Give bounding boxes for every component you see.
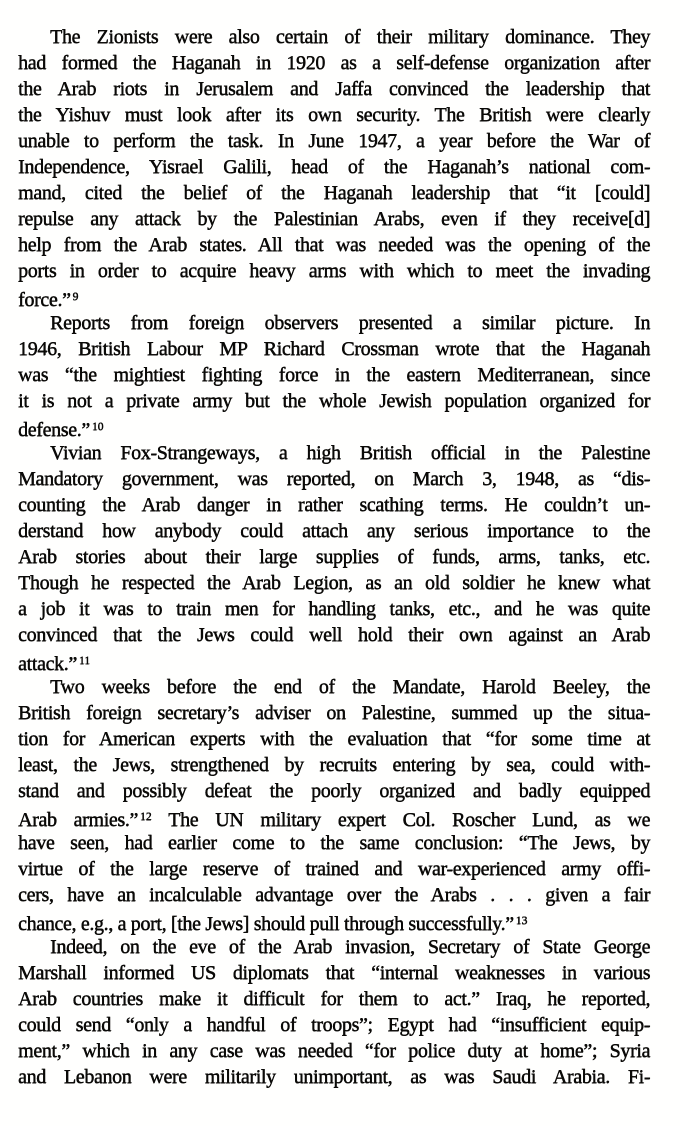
text-line	[18, 986, 650, 1012]
text-line	[18, 50, 650, 76]
text-line	[18, 596, 650, 622]
text-segment: The Zionists were also certain of their military dominance. They	[50, 26, 650, 48]
footnote-ref: 11	[78, 654, 90, 667]
text-segment: and Lebanon were militarily unimportant, as was Saudi Arabia. Fi-	[18, 1066, 650, 1088]
text-line	[18, 882, 650, 908]
footnote-ref: 10	[91, 420, 104, 433]
text-segment: chance, e.g., a port, [the Jews] should pull through successfully.”	[18, 913, 514, 936]
text-line	[18, 622, 650, 648]
text-line	[18, 518, 650, 544]
text-line	[18, 414, 650, 440]
text-line	[18, 180, 650, 206]
text-segment: Two weeks before the end of the Mandate, Harold Beeley, the	[50, 676, 650, 698]
text-segment: attack.”	[18, 653, 77, 676]
text-segment: least, the Jews, strengthened by recruits entering by sea, could with-	[18, 754, 650, 776]
text-segment: Independence, Yisrael Galili, head of the Haganah’s national com-	[18, 156, 650, 178]
text-segment: convinced that the Jews could well hold their own against an Arab	[18, 624, 650, 646]
text-line	[18, 648, 650, 674]
text-segment: it is not a private army but the whole Jewish population organized for	[18, 390, 650, 412]
text-line	[18, 76, 650, 102]
text-line	[18, 700, 650, 726]
text-segment: British foreign secretary’s adviser on Palestine, summed up the situa-	[18, 702, 650, 724]
text-line	[18, 440, 650, 466]
text-segment: ports in order to acquire heavy arms with which to meet the invading	[18, 260, 650, 282]
page-text	[18, 24, 650, 1090]
text-line	[18, 362, 650, 388]
text-segment: stand and possibly defeat the poorly organized and badly equipped	[18, 780, 650, 802]
text-segment: derstand how anybody could attach any serious importance to the	[18, 520, 650, 542]
paragraph	[18, 674, 650, 934]
text-segment: could send “only a handful of troops”; Egypt had “insufficient equip-	[18, 1014, 650, 1036]
text-line	[18, 24, 650, 50]
text-segment: the Yishuv must look after its own security. The British were clearly	[18, 104, 650, 126]
text-line	[18, 102, 650, 128]
text-line	[18, 492, 650, 518]
text-line	[18, 336, 650, 362]
text-segment: mand, cited the belief of the Haganah leadership that “it [could]	[18, 182, 650, 204]
text-line	[18, 830, 650, 856]
text-segment: Arab countries make it difficult for them to act.” Iraq, he reported,	[18, 988, 650, 1010]
text-line	[18, 1064, 650, 1090]
text-segment: Indeed, on the eve of the Arab invasion, Secretary of State George	[50, 936, 650, 958]
text-segment: ment,” which in any case was needed “for police duty at home”; Syria	[18, 1040, 650, 1062]
text-line	[18, 1012, 650, 1038]
text-segment: Mandatory government, was reported, on March 3, 1948, as “dis-	[18, 468, 650, 490]
text-line	[18, 544, 650, 570]
text-line	[18, 206, 650, 232]
text-line	[18, 1038, 650, 1064]
text-segment: tion for American experts with the evaluation that “for some time at	[18, 728, 650, 750]
text-line	[18, 466, 650, 492]
text-segment: help from the Arab states. All that was needed was the opening of the	[18, 234, 650, 256]
paragraph	[18, 440, 650, 674]
text-line	[18, 960, 650, 986]
text-segment: force.”	[18, 289, 71, 312]
text-line	[18, 310, 650, 336]
paragraph	[18, 934, 650, 1090]
text-line	[18, 232, 650, 258]
text-segment: have seen, had earlier come to the same conclusion: “The Jews, by	[18, 832, 650, 854]
footnote-ref: 12	[139, 810, 152, 823]
text-segment: had formed the Haganah in 1920 as a self-defense organization after	[18, 52, 650, 74]
paragraph	[18, 310, 650, 440]
text-segment: repulse any attack by the Palestinian Arabs, even if they receive[d]	[18, 208, 650, 230]
text-segment: Arab stories about their large supplies of funds, arms, tanks, etc.	[18, 546, 650, 568]
text-segment: cers, have an incalculable advantage over the Arabs . . . given a fair	[18, 884, 650, 906]
text-segment: defense.”	[18, 419, 90, 442]
text-line	[18, 778, 650, 804]
text-segment: Vivian Fox-Strangeways, a high British official in the Palestine	[50, 442, 650, 464]
text-segment: a job it was to train men for handling tanks, etc., and he was quite	[18, 598, 650, 620]
footnote-ref: 13	[515, 914, 528, 927]
text-line	[18, 752, 650, 778]
text-segment: Though he respected the Arab Legion, as an old soldier he knew what	[18, 572, 650, 594]
text-segment: The UN military expert Col. Roscher Lund, as we	[151, 809, 650, 832]
footnote-ref: 9	[72, 290, 79, 303]
text-line	[18, 804, 650, 830]
text-segment: counting the Arab danger in rather scathing terms. He couldn’t un-	[18, 494, 650, 516]
text-line	[18, 154, 650, 180]
text-line	[18, 726, 650, 752]
text-segment: Reports from foreign observers presented a similar picture. In	[50, 312, 650, 334]
text-line	[18, 128, 650, 154]
text-segment: virtue of the large reserve of trained and war-experienced army offi-	[18, 858, 650, 880]
text-line	[18, 570, 650, 596]
text-line	[18, 674, 650, 700]
paragraph	[18, 24, 650, 310]
text-line	[18, 258, 650, 284]
text-segment: Arab armies.”	[18, 809, 138, 832]
text-segment: unable to perform the task. In June 1947, a year before the War of	[18, 130, 650, 152]
text-line	[18, 856, 650, 882]
text-line	[18, 908, 650, 934]
text-segment: the Arab riots in Jerusalem and Jaffa convinced the leadership that	[18, 78, 650, 100]
text-line	[18, 388, 650, 414]
text-segment: 1946, British Labour MP Richard Crossman wrote that the Haganah	[18, 338, 650, 360]
text-line	[18, 934, 650, 960]
text-segment: was “the mightiest fighting force in the eastern Mediterranean, since	[18, 364, 650, 386]
text-line	[18, 284, 650, 310]
text-segment: Marshall informed US diplomats that “internal weaknesses in various	[18, 962, 650, 984]
